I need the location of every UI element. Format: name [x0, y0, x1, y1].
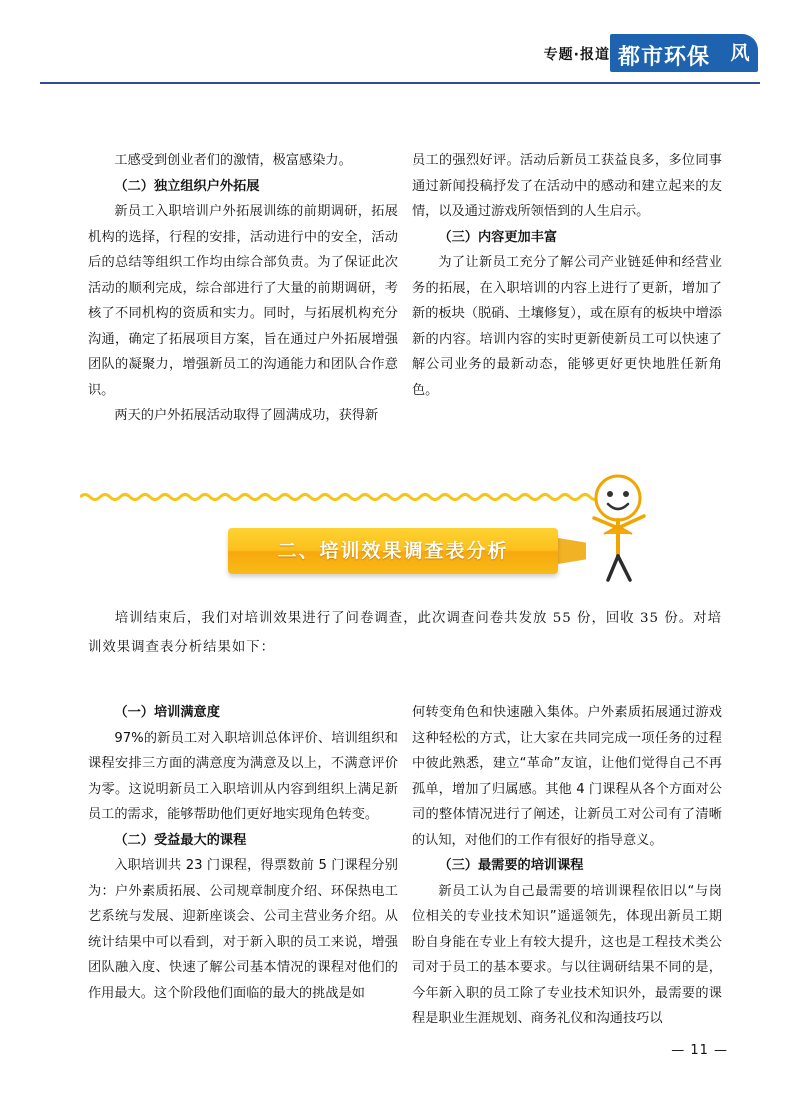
subheading: （二）受益最大的课程: [114, 832, 247, 848]
column-bottom-right: [412, 700, 722, 1032]
masthead-title: 都市环保: [618, 45, 711, 70]
section-banner: [228, 528, 558, 574]
column-top-right: [412, 148, 722, 403]
body-paragraph: 97%的新员工对入职培训总体评价、培训组织和课程安排三方面的满意度为满意及以上，不满意评价为零。这说明新员工入职培训从内容到组织上满足新员工的需求，能够帮助他们更好地实现角色转变。: [88, 730, 398, 822]
column-bottom-left: [88, 700, 398, 1006]
page-number: — 11 —: [671, 1043, 728, 1058]
subheading: （一）培训满意度: [114, 705, 220, 720]
section-label: 专题·报道: [543, 47, 610, 63]
body-paragraph: 新员工认为自己最需要的培训课程依旧以“与岗位相关的专业技术知识”遥遥领先，体现出新员工期盼自身能在专业上有较大提升，这也是工程技术类公司对于员工的基本要求。与以往调研结果不同的是，今年新入职的员工除了专业技术知识外，最需要的课程是职业生涯规划、商务礼仪和沟通技巧以: [412, 883, 722, 1026]
section-banner-area: [0, 470, 800, 600]
section-intro-paragraph: 培训结束后，我们对培训效果进行了问卷调查，此次调查问卷共发放 55 份，回收 35 份。对培训效果调查表分析结果如下：: [88, 611, 722, 655]
header-divider: [40, 82, 760, 84]
subheading: （三）最需要的培训课程: [438, 858, 584, 873]
subheading: （三）内容更加丰富: [438, 229, 558, 245]
body-paragraph: 入职培训共 23 门课程，得票数前 5 门课程分别为：户外素质拓展、公司规章制度介绍、环保热电工艺系统与发展、迎新座谈会、公司主营业务介绍。从统计结果中可以看到，对于新入职的员工来说，增强团队融入度、快速了解公司基本情况的课程对他们的作用最大。这个阶段他们面临的最大的挑战是如: [88, 858, 398, 1001]
masthead-badge: 风: [730, 42, 750, 64]
masthead-logo: [610, 34, 758, 72]
column-top-left: [88, 148, 398, 429]
wavy-divider-icon: [80, 492, 600, 502]
body-paragraph: 新员工入职培训户外拓展训练的前期调研，拓展机构的选择，行程的安排，活动进行中的安全，活动后的总结等组织工作均由综合部负责。为了保证此次活动的顺利完成，综合部进行了大量的前期调研，考核了不同机构的资质和实力。同时，与拓展机构充分沟通，确定了拓展项目方案，旨在通过户外拓展增强团队的凝聚力，增强新员工的沟通能力和团队合作意识。: [88, 204, 398, 398]
body-paragraph: 工感受到创业者们的激情，极富感染力。: [114, 153, 352, 168]
body-paragraph: 为了让新员工充分了解公司产业链延伸和经营业务的拓展，在入职培训的内容上进行了更新，增加了新的板块（脱硝、土壤修复），或在原有的板块中增添新的内容。培训内容的实时更新使新员工可以快速了解公司业务的最新动态，能够更好更快地胜任新角色。: [412, 255, 722, 398]
body-paragraph: 何转变角色和快速融入集体。户外素质拓展通过游戏这种轻松的方式，让大家在共同完成一项任务的过程中彼此熟悉，建立“革命”友谊，让他们觉得自己不再孤单，增加了归属感。其他 4 门课程从各个方面对公司的整体情况进行了阐述，让新员工对公司有了清晰的认知，对他们的工作有很好的指导意义。: [412, 705, 722, 848]
section-title: 二、培训效果调查表分析: [277, 540, 509, 562]
body-paragraph: 两天的户外拓展活动取得了圆满成功，获得新: [114, 408, 379, 423]
body-paragraph: 员工的强烈好评。活动后新员工获益良多，多位同事通过新闻投稿抒发了在活动中的感动和建立起来的友情，以及通过游戏所领悟到的人生启示。: [412, 153, 722, 219]
subheading: （二）独立组织户外拓展: [114, 178, 260, 194]
stick-figure-icon: [578, 472, 658, 584]
page-header: [0, 0, 800, 98]
